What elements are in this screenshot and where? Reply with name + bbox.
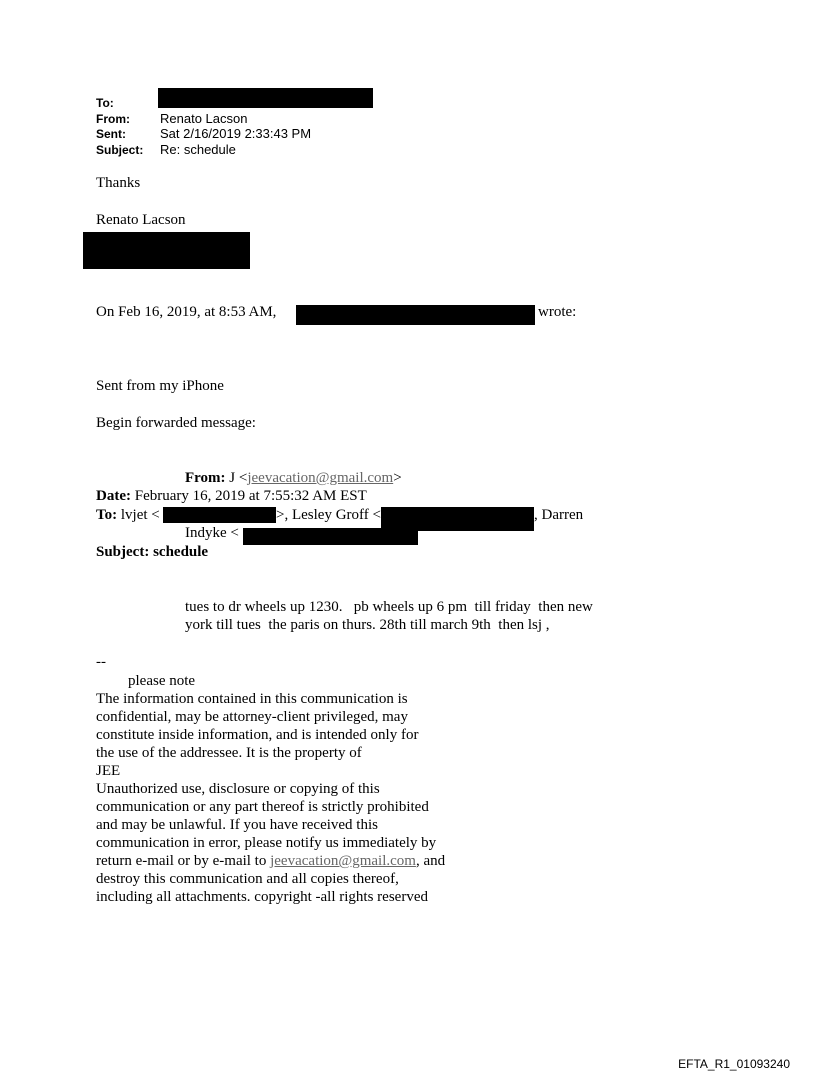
fwd-to-label-line	[96, 506, 160, 524]
disclaimer-line: Unauthorized use, disclosure or copying of this	[96, 781, 380, 797]
disclaimer-line: destroy this communication and all copies thereof,	[96, 871, 399, 887]
disclaimer-line: the use of the addressee. It is the property of	[96, 745, 362, 761]
to-label: To:	[96, 96, 114, 110]
disclaimer-line: constitute inside information, and is intended only for	[96, 727, 419, 743]
fwd-from-name: J <	[229, 470, 248, 486]
message-line-1: tues to dr wheels up 1230. pb wheels up 6 pm till friday then new	[185, 599, 593, 615]
reply-signature: Renato Lacson	[96, 212, 186, 228]
quote-intro-prefix: On Feb 16, 2019, at 8:53 AM,	[96, 304, 277, 320]
footer-disclaimer	[96, 690, 445, 906]
return-suffix: , and	[415, 853, 446, 869]
fwd-to-part1: lvjet <	[120, 507, 160, 523]
reply-thanks: Thanks	[96, 175, 141, 191]
from-label: From:	[96, 112, 130, 126]
fwd-subject-value: schedule	[153, 544, 209, 560]
fwd-subject-line	[96, 543, 208, 561]
subject-value: Re: schedule	[160, 142, 236, 157]
redacted-indyke-email	[243, 528, 418, 545]
disclaimer-line: confidential, may be attorney-client privileged, may	[96, 709, 408, 725]
sent-label: Sent:	[96, 127, 126, 141]
footer-separator: --	[96, 654, 106, 670]
disclaimer-line: communication or any part thereof is strictly prohibited	[96, 799, 429, 815]
disclaimer-return-line	[96, 852, 445, 870]
fwd-date-value: February 16, 2019 at 7:55:32 AM EST	[134, 488, 367, 504]
redacted-lvjet-email	[163, 507, 276, 523]
sent-value: Sat 2/16/2019 2:33:43 PM	[160, 126, 312, 141]
fwd-from-email-link[interactable]: jeevacation@gmail.com	[247, 470, 394, 486]
disclaimer-line: The information contained in this communication is	[96, 691, 408, 707]
fwd-subject-label: Subject:	[96, 544, 150, 560]
fwd-from-close: >	[393, 470, 402, 486]
document-id: EFTA_R1_01093240	[678, 1057, 790, 1071]
fwd-from-line	[185, 469, 402, 487]
disclaimer-line: including all attachments. copyright -all rights reserved	[96, 889, 428, 905]
return-prefix: return e-mail or by e-mail to	[96, 853, 271, 869]
fwd-to-part2: >, Lesley Groff <	[276, 507, 381, 523]
fwd-to-part3: , Darren	[534, 507, 584, 523]
redacted-signature-block	[83, 232, 250, 269]
footer-please-note: please note	[128, 673, 196, 689]
disclaimer-line: communication in error, please notify us immediately by	[96, 835, 437, 851]
disclaimer-line: JEE	[96, 763, 121, 779]
subject-label: Subject:	[96, 143, 144, 157]
from-value: Renato Lacson	[160, 111, 248, 126]
fwd-to-label: To:	[96, 507, 118, 523]
redacted-to-recipient	[158, 88, 373, 108]
quote-intro-suffix: wrote:	[538, 304, 577, 320]
sent-from-iphone: Sent from my iPhone	[96, 378, 224, 394]
fwd-from-label: From:	[185, 470, 226, 486]
message-line-2: york till tues the paris on thurs. 28th till march 9th then lsj ,	[185, 617, 550, 633]
return-email-link[interactable]: jeevacation@gmail.com	[270, 853, 416, 869]
fwd-date-line	[96, 487, 367, 505]
redacted-sender	[296, 305, 535, 325]
fwd-date-label: Date:	[96, 488, 131, 504]
disclaimer-line: and may be unlawful. If you have received this	[96, 817, 378, 833]
fwd-to-part4: Indyke <	[185, 525, 239, 541]
begin-forwarded: Begin forwarded message:	[96, 415, 256, 431]
